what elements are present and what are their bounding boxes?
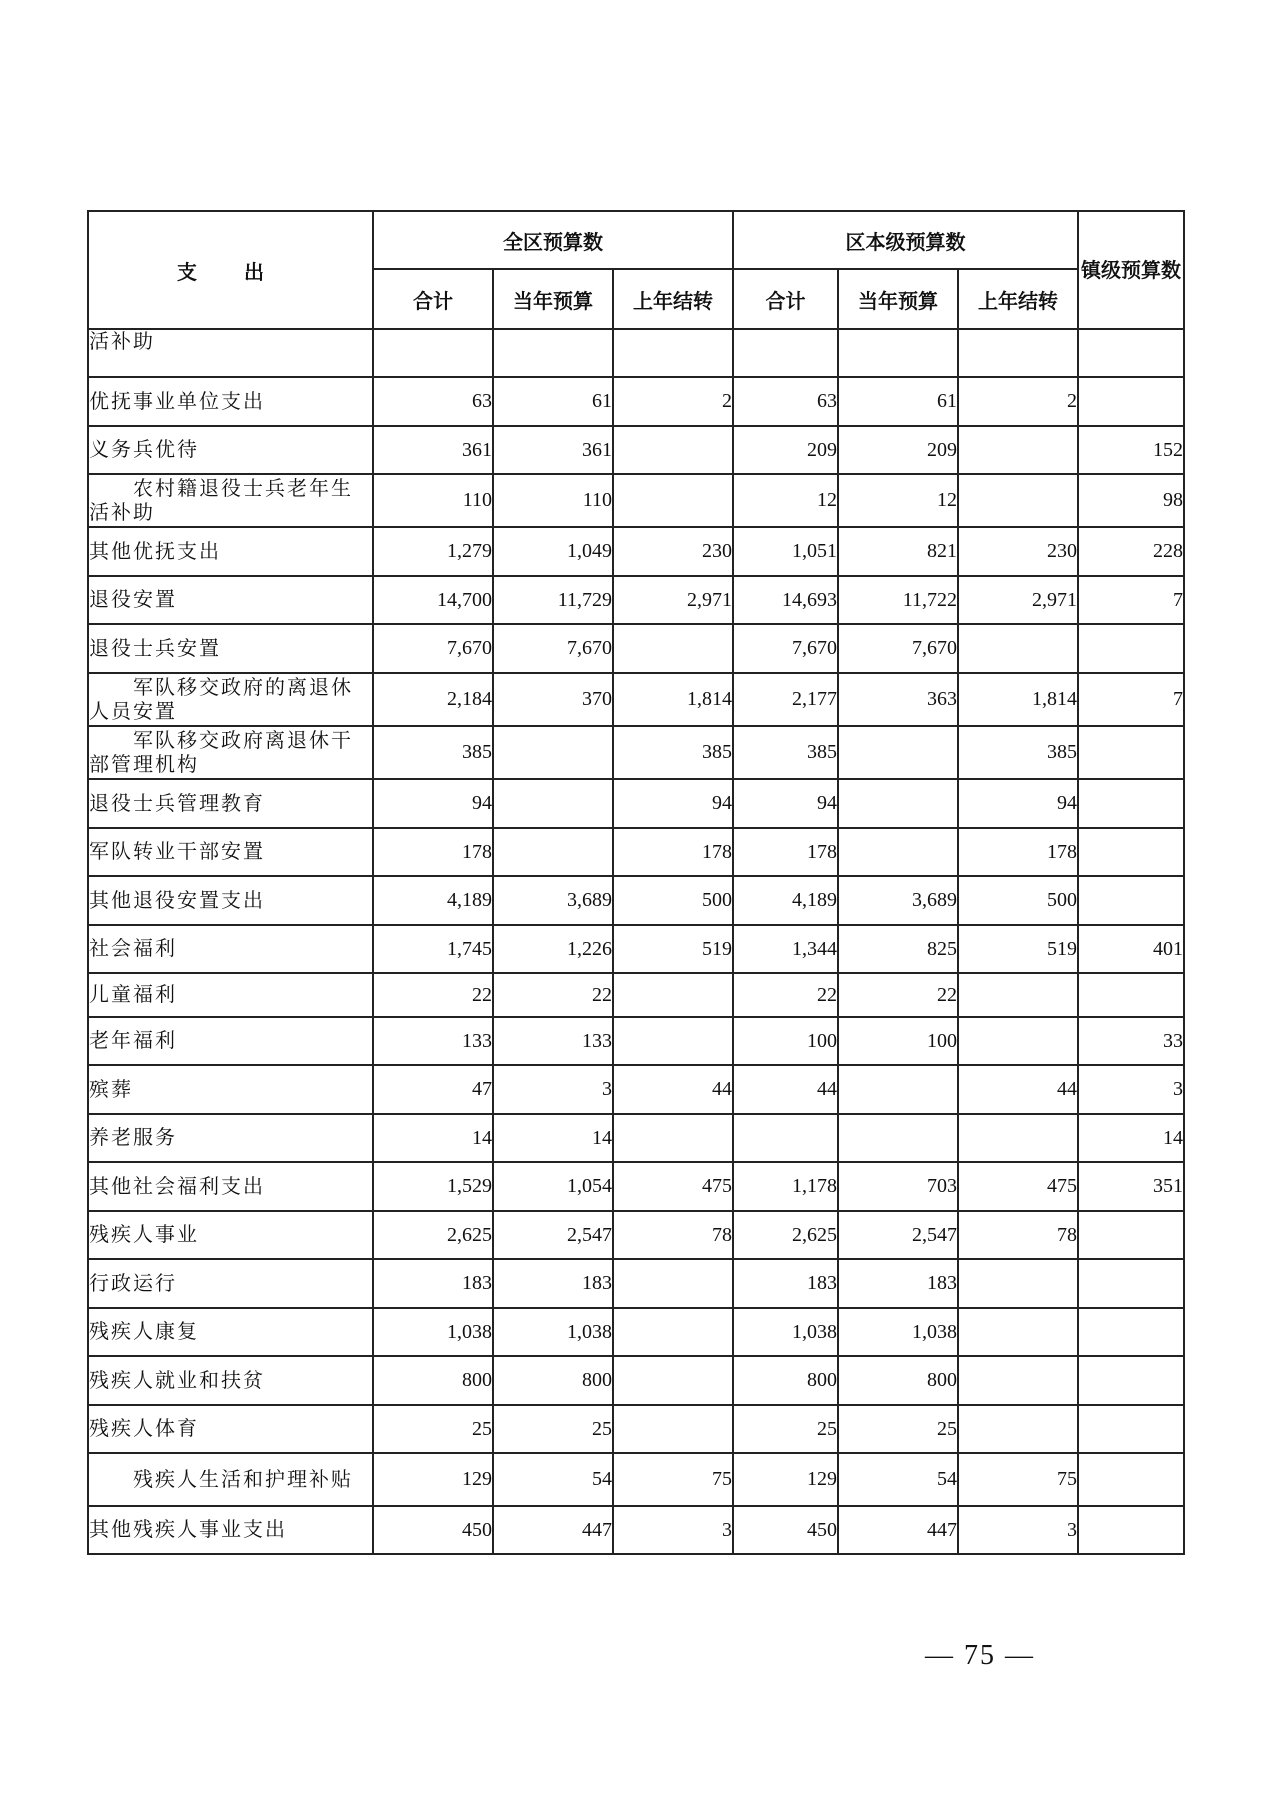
value-cell	[613, 474, 733, 527]
value-cell: 7,670	[733, 624, 838, 673]
table-row	[88, 426, 1184, 474]
value-cell	[373, 329, 493, 377]
value-cell: 63	[733, 377, 838, 426]
table-row	[88, 925, 1184, 973]
value-cell: 2,547	[838, 1211, 958, 1259]
table-row	[88, 1453, 1184, 1506]
value-cell: 1,529	[373, 1162, 493, 1211]
value-cell: 4,189	[373, 876, 493, 925]
value-cell	[838, 1065, 958, 1114]
value-cell: 800	[373, 1356, 493, 1405]
row-label: 退役安置	[88, 576, 373, 624]
value-cell: 183	[838, 1259, 958, 1308]
header-prev-carryover: 上年结转	[613, 269, 733, 329]
value-cell: 98	[1078, 474, 1184, 527]
value-cell: 475	[613, 1162, 733, 1211]
row-label: 残疾人事业	[88, 1211, 373, 1259]
value-cell: 94	[613, 779, 733, 828]
table-row	[88, 1114, 1184, 1162]
value-cell	[838, 1114, 958, 1162]
value-cell: 351	[1078, 1162, 1184, 1211]
table-row	[88, 527, 1184, 576]
value-cell: 94	[373, 779, 493, 828]
value-cell: 450	[733, 1506, 838, 1554]
value-cell: 2,547	[493, 1211, 613, 1259]
row-label: 优抚事业单位支出	[88, 377, 373, 426]
value-cell: 178	[733, 828, 838, 876]
value-cell: 129	[733, 1453, 838, 1506]
table-row	[88, 1065, 1184, 1114]
value-cell: 14	[493, 1114, 613, 1162]
row-label: 残疾人生活和护理补贴	[88, 1453, 373, 1506]
value-cell: 22	[373, 973, 493, 1017]
header-district-level: 区本级预算数	[733, 211, 1078, 269]
value-cell: 14	[1078, 1114, 1184, 1162]
row-label: 其他优抚支出	[88, 527, 373, 576]
value-cell	[958, 1259, 1078, 1308]
value-cell	[493, 726, 613, 779]
value-cell: 178	[613, 828, 733, 876]
value-cell	[613, 973, 733, 1017]
value-cell: 1,038	[373, 1308, 493, 1356]
value-cell: 178	[958, 828, 1078, 876]
value-cell: 22	[733, 973, 838, 1017]
value-cell	[733, 329, 838, 377]
value-cell: 14	[373, 1114, 493, 1162]
value-cell: 519	[958, 925, 1078, 973]
budget-table	[87, 210, 1185, 1555]
row-label: 军队移交政府离退休干部管理机构	[88, 726, 373, 779]
value-cell: 3	[613, 1506, 733, 1554]
value-cell: 2	[958, 377, 1078, 426]
table-row	[88, 1259, 1184, 1308]
value-cell: 500	[613, 876, 733, 925]
value-cell: 447	[838, 1506, 958, 1554]
value-cell: 370	[493, 673, 613, 726]
value-cell: 1,049	[493, 527, 613, 576]
value-cell: 519	[613, 925, 733, 973]
value-cell: 385	[958, 726, 1078, 779]
value-cell: 500	[958, 876, 1078, 925]
table-row	[88, 726, 1184, 779]
value-cell: 7,670	[373, 624, 493, 673]
value-cell: 2,184	[373, 673, 493, 726]
header-total: 合计	[733, 269, 838, 329]
value-cell: 183	[373, 1259, 493, 1308]
value-cell: 2	[613, 377, 733, 426]
value-cell	[613, 1114, 733, 1162]
row-label: 活补助	[88, 329, 373, 377]
table-row	[88, 1356, 1184, 1405]
value-cell: 44	[958, 1065, 1078, 1114]
page-number: — 75 —	[925, 1640, 1035, 1671]
value-cell	[613, 1405, 733, 1453]
value-cell: 385	[373, 726, 493, 779]
value-cell	[958, 1356, 1078, 1405]
value-cell: 183	[733, 1259, 838, 1308]
value-cell: 7,670	[493, 624, 613, 673]
value-cell: 14,693	[733, 576, 838, 624]
value-cell	[1078, 726, 1184, 779]
value-cell: 821	[838, 527, 958, 576]
row-label: 其他社会福利支出	[88, 1162, 373, 1211]
table-row	[88, 1211, 1184, 1259]
value-cell: 825	[838, 925, 958, 973]
value-cell	[1078, 779, 1184, 828]
value-cell: 47	[373, 1065, 493, 1114]
row-label: 义务兵优待	[88, 426, 373, 474]
value-cell: 75	[613, 1453, 733, 1506]
value-cell: 178	[373, 828, 493, 876]
value-cell: 100	[733, 1017, 838, 1065]
value-cell	[1078, 329, 1184, 377]
value-cell	[613, 426, 733, 474]
value-cell: 475	[958, 1162, 1078, 1211]
value-cell: 94	[733, 779, 838, 828]
value-cell: 230	[613, 527, 733, 576]
header-current-year: 当年预算	[838, 269, 958, 329]
value-cell: 183	[493, 1259, 613, 1308]
row-label: 退役士兵管理教育	[88, 779, 373, 828]
value-cell	[733, 1114, 838, 1162]
header-total: 合计	[373, 269, 493, 329]
table-row	[88, 1405, 1184, 1453]
value-cell	[613, 329, 733, 377]
value-cell	[1078, 377, 1184, 426]
value-cell: 3	[958, 1506, 1078, 1554]
value-cell: 1,054	[493, 1162, 613, 1211]
value-cell	[1078, 1405, 1184, 1453]
value-cell	[613, 1259, 733, 1308]
value-cell	[1078, 828, 1184, 876]
value-cell: 363	[838, 673, 958, 726]
value-cell: 94	[958, 779, 1078, 828]
row-label: 退役士兵安置	[88, 624, 373, 673]
row-label: 儿童福利	[88, 973, 373, 1017]
value-cell	[958, 426, 1078, 474]
value-cell	[1078, 876, 1184, 925]
value-cell	[493, 828, 613, 876]
value-cell: 385	[733, 726, 838, 779]
table-row	[88, 329, 1184, 377]
value-cell	[1078, 1506, 1184, 1554]
header-district-total: 全区预算数	[373, 211, 733, 269]
value-cell: 1,038	[493, 1308, 613, 1356]
value-cell	[1078, 1453, 1184, 1506]
value-cell	[958, 624, 1078, 673]
value-cell: 1,051	[733, 527, 838, 576]
value-cell	[958, 329, 1078, 377]
value-cell	[613, 1356, 733, 1405]
value-cell: 447	[493, 1506, 613, 1554]
value-cell: 3,689	[493, 876, 613, 925]
value-cell	[838, 779, 958, 828]
table-row	[88, 1017, 1184, 1065]
row-label: 其他残疾人事业支出	[88, 1506, 373, 1554]
value-cell	[838, 726, 958, 779]
value-cell: 133	[493, 1017, 613, 1065]
value-cell: 44	[733, 1065, 838, 1114]
value-cell: 1,178	[733, 1162, 838, 1211]
value-cell: 75	[958, 1453, 1078, 1506]
value-cell	[838, 828, 958, 876]
table-row	[88, 1162, 1184, 1211]
row-label: 其他退役安置支出	[88, 876, 373, 925]
value-cell	[613, 1308, 733, 1356]
value-cell: 2,625	[373, 1211, 493, 1259]
row-label: 殡葬	[88, 1065, 373, 1114]
table-row	[88, 1308, 1184, 1356]
value-cell	[613, 1017, 733, 1065]
table-row	[88, 876, 1184, 925]
value-cell	[958, 1017, 1078, 1065]
value-cell: 12	[733, 474, 838, 527]
value-cell	[1078, 1308, 1184, 1356]
value-cell: 2,971	[958, 576, 1078, 624]
value-cell: 3,689	[838, 876, 958, 925]
value-cell	[1078, 624, 1184, 673]
value-cell: 44	[613, 1065, 733, 1114]
value-cell: 450	[373, 1506, 493, 1554]
value-cell: 11,729	[493, 576, 613, 624]
value-cell	[1078, 1259, 1184, 1308]
value-cell: 78	[958, 1211, 1078, 1259]
value-cell: 100	[838, 1017, 958, 1065]
value-cell: 1,814	[613, 673, 733, 726]
row-label: 老年福利	[88, 1017, 373, 1065]
value-cell: 800	[733, 1356, 838, 1405]
value-cell: 1,038	[838, 1308, 958, 1356]
header-prev-carryover: 上年结转	[958, 269, 1078, 329]
value-cell: 2,971	[613, 576, 733, 624]
row-label: 行政运行	[88, 1259, 373, 1308]
value-cell	[958, 973, 1078, 1017]
value-cell: 33	[1078, 1017, 1184, 1065]
value-cell: 110	[493, 474, 613, 527]
value-cell: 385	[613, 726, 733, 779]
row-label: 社会福利	[88, 925, 373, 973]
value-cell	[493, 329, 613, 377]
value-cell: 152	[1078, 426, 1184, 474]
value-cell	[493, 779, 613, 828]
value-cell: 230	[958, 527, 1078, 576]
value-cell: 61	[838, 377, 958, 426]
value-cell: 401	[1078, 925, 1184, 973]
value-cell	[613, 624, 733, 673]
value-cell: 1,279	[373, 527, 493, 576]
value-cell: 3	[1078, 1065, 1184, 1114]
value-cell	[1078, 1211, 1184, 1259]
value-cell: 110	[373, 474, 493, 527]
row-label: 残疾人康复	[88, 1308, 373, 1356]
value-cell: 800	[493, 1356, 613, 1405]
value-cell: 129	[373, 1453, 493, 1506]
value-cell	[1078, 1356, 1184, 1405]
row-label: 养老服务	[88, 1114, 373, 1162]
table-row	[88, 474, 1184, 527]
value-cell: 25	[733, 1405, 838, 1453]
value-cell	[958, 474, 1078, 527]
row-label: 军队转业干部安置	[88, 828, 373, 876]
value-cell: 25	[493, 1405, 613, 1453]
value-cell: 25	[838, 1405, 958, 1453]
table-row	[88, 576, 1184, 624]
value-cell: 14,700	[373, 576, 493, 624]
table-row	[88, 673, 1184, 726]
value-cell: 209	[733, 426, 838, 474]
value-cell: 133	[373, 1017, 493, 1065]
value-cell: 1,745	[373, 925, 493, 973]
table-row	[88, 828, 1184, 876]
value-cell: 361	[493, 426, 613, 474]
value-cell: 22	[838, 973, 958, 1017]
value-cell	[838, 329, 958, 377]
value-cell: 361	[373, 426, 493, 474]
value-cell: 4,189	[733, 876, 838, 925]
value-cell: 12	[838, 474, 958, 527]
value-cell: 25	[373, 1405, 493, 1453]
row-label: 残疾人就业和扶贫	[88, 1356, 373, 1405]
value-cell	[958, 1405, 1078, 1453]
header-current-year: 当年预算	[493, 269, 613, 329]
value-cell: 7	[1078, 673, 1184, 726]
row-label: 残疾人体育	[88, 1405, 373, 1453]
value-cell: 2,625	[733, 1211, 838, 1259]
value-cell: 78	[613, 1211, 733, 1259]
table-row	[88, 624, 1184, 673]
table-row	[88, 779, 1184, 828]
header-expenditure: 支 出	[88, 211, 373, 329]
table-body	[88, 329, 1184, 1554]
row-label: 农村籍退役士兵老年生活补助	[88, 474, 373, 527]
row-label: 军队移交政府的离退休人员安置	[88, 673, 373, 726]
value-cell: 54	[493, 1453, 613, 1506]
value-cell	[958, 1114, 1078, 1162]
value-cell: 7	[1078, 576, 1184, 624]
header-town-level: 镇级预算数	[1078, 211, 1184, 329]
table-row	[88, 973, 1184, 1017]
value-cell: 1,814	[958, 673, 1078, 726]
value-cell: 209	[838, 426, 958, 474]
value-cell: 1,344	[733, 925, 838, 973]
value-cell: 11,722	[838, 576, 958, 624]
value-cell	[958, 1308, 1078, 1356]
value-cell: 1,038	[733, 1308, 838, 1356]
value-cell: 22	[493, 973, 613, 1017]
value-cell: 63	[373, 377, 493, 426]
value-cell: 2,177	[733, 673, 838, 726]
table-row	[88, 377, 1184, 426]
value-cell: 800	[838, 1356, 958, 1405]
value-cell: 1,226	[493, 925, 613, 973]
value-cell: 54	[838, 1453, 958, 1506]
value-cell: 7,670	[838, 624, 958, 673]
table-row	[88, 1506, 1184, 1554]
value-cell: 3	[493, 1065, 613, 1114]
value-cell: 61	[493, 377, 613, 426]
value-cell: 228	[1078, 527, 1184, 576]
value-cell	[1078, 973, 1184, 1017]
value-cell: 703	[838, 1162, 958, 1211]
